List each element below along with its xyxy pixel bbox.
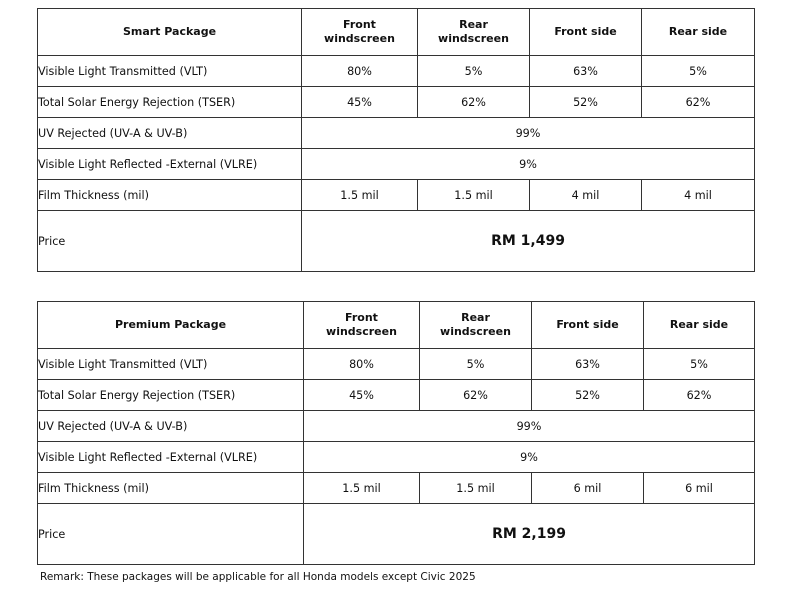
cell-value: 99% bbox=[304, 411, 755, 442]
cell-value: 62% bbox=[420, 380, 532, 411]
cell-value: 9% bbox=[304, 442, 755, 473]
thickness-row bbox=[38, 473, 755, 504]
cell-value: 6 mil bbox=[644, 473, 755, 504]
cell-value: 80% bbox=[302, 56, 418, 87]
uv-row bbox=[38, 411, 755, 442]
row-label: UV Rejected (UV-A & UV-B) bbox=[38, 411, 304, 442]
cell-value: 62% bbox=[644, 380, 755, 411]
cell-value: 62% bbox=[642, 87, 755, 118]
col-rear-windscreen: Rear windscreen bbox=[420, 302, 532, 349]
tser-row bbox=[38, 87, 755, 118]
row-label: Visible Light Reflected -External (VLRE) bbox=[38, 442, 304, 473]
row-label: Total Solar Energy Rejection (TSER) bbox=[38, 87, 302, 118]
cell-value: 63% bbox=[530, 56, 642, 87]
col-front-windscreen: Front windscreen bbox=[302, 9, 418, 56]
row-label: Film Thickness (mil) bbox=[38, 473, 304, 504]
vlt-row bbox=[38, 56, 755, 87]
cell-value: 62% bbox=[418, 87, 530, 118]
premium-package-table bbox=[37, 301, 755, 565]
cell-value: 1.5 mil bbox=[420, 473, 532, 504]
thickness-row bbox=[38, 180, 755, 211]
row-label: UV Rejected (UV-A & UV-B) bbox=[38, 118, 302, 149]
tser-row bbox=[38, 380, 755, 411]
col-rear-windscreen: Rear windscreen bbox=[418, 9, 530, 56]
cell-value: 80% bbox=[304, 349, 420, 380]
row-label: Visible Light Transmitted (VLT) bbox=[38, 56, 302, 87]
vlre-row bbox=[38, 149, 755, 180]
cell-value: 5% bbox=[644, 349, 755, 380]
row-label: Film Thickness (mil) bbox=[38, 180, 302, 211]
cell-value: 1.5 mil bbox=[302, 180, 418, 211]
row-label: Visible Light Reflected -External (VLRE) bbox=[38, 149, 302, 180]
cell-value: 45% bbox=[304, 380, 420, 411]
col-rear-side: Rear side bbox=[644, 302, 755, 349]
cell-value: 63% bbox=[532, 349, 644, 380]
row-label: Visible Light Transmitted (VLT) bbox=[38, 349, 304, 380]
cell-value: 6 mil bbox=[532, 473, 644, 504]
cell-value: 1.5 mil bbox=[418, 180, 530, 211]
price-row bbox=[38, 211, 755, 272]
price-value: RM 2,199 bbox=[304, 504, 755, 565]
package-name: Premium Package bbox=[38, 302, 304, 349]
col-front-side: Front side bbox=[530, 9, 642, 56]
cell-value: 5% bbox=[420, 349, 532, 380]
row-label: Price bbox=[38, 211, 302, 272]
price-row bbox=[38, 504, 755, 565]
col-front-side: Front side bbox=[532, 302, 644, 349]
cell-value: 1.5 mil bbox=[304, 473, 420, 504]
row-label: Price bbox=[38, 504, 304, 565]
cell-value: 4 mil bbox=[642, 180, 755, 211]
header-row bbox=[38, 9, 755, 56]
cell-value: 52% bbox=[532, 380, 644, 411]
cell-value: 9% bbox=[302, 149, 755, 180]
col-front-windscreen: Front windscreen bbox=[304, 302, 420, 349]
cell-value: 5% bbox=[642, 56, 755, 87]
cell-value: 4 mil bbox=[530, 180, 642, 211]
cell-value: 5% bbox=[418, 56, 530, 87]
price-value: RM 1,499 bbox=[302, 211, 755, 272]
header-row bbox=[38, 302, 755, 349]
remark-text: Remark: These packages will be applicable for all Honda models except Civic 2025 bbox=[40, 571, 476, 583]
col-rear-side: Rear side bbox=[642, 9, 755, 56]
vlre-row bbox=[38, 442, 755, 473]
cell-value: 45% bbox=[302, 87, 418, 118]
row-label: Total Solar Energy Rejection (TSER) bbox=[38, 380, 304, 411]
smart-package-table bbox=[37, 8, 755, 272]
uv-row bbox=[38, 118, 755, 149]
cell-value: 99% bbox=[302, 118, 755, 149]
cell-value: 52% bbox=[530, 87, 642, 118]
package-name: Smart Package bbox=[38, 9, 302, 56]
vlt-row bbox=[38, 349, 755, 380]
